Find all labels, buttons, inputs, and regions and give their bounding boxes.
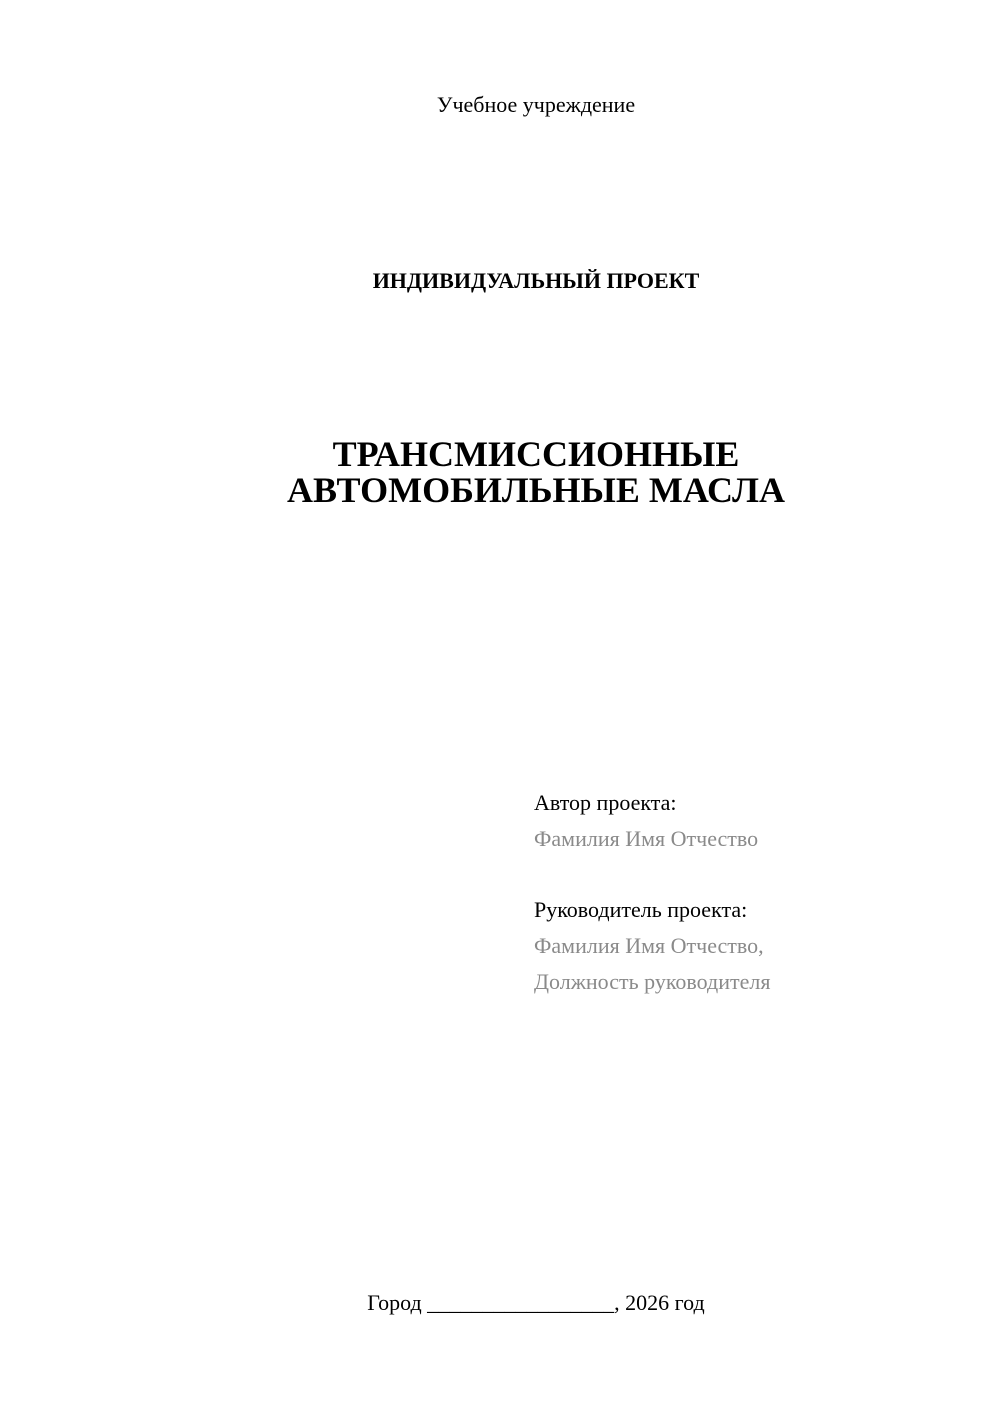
project-title-line-2: АВТОМОБИЛЬНЫЕ МАСЛА — [287, 470, 785, 510]
project-title-line-1: ТРАНСМИССИОННЫЕ — [332, 434, 740, 474]
author-name: Фамилия Имя Отчество — [534, 826, 759, 851]
supervisor-name: Фамилия Имя Отчество, — [534, 933, 764, 958]
city-year-line: Город _________________, 2026 год — [367, 1290, 705, 1315]
author-block — [534, 785, 758, 857]
supervisor-block — [534, 892, 770, 1000]
document-type: ИНДИВИДУАЛЬНЫЙ ПРОЕКТ — [372, 268, 700, 293]
project-title — [0, 436, 1000, 508]
supervisor-position: Должность руководителя — [534, 969, 771, 994]
supervisor-label: Руководитель проекта: — [534, 897, 748, 922]
institution-name: Учебное учреждение — [436, 92, 636, 117]
author-label: Автор проекта: — [534, 790, 677, 815]
